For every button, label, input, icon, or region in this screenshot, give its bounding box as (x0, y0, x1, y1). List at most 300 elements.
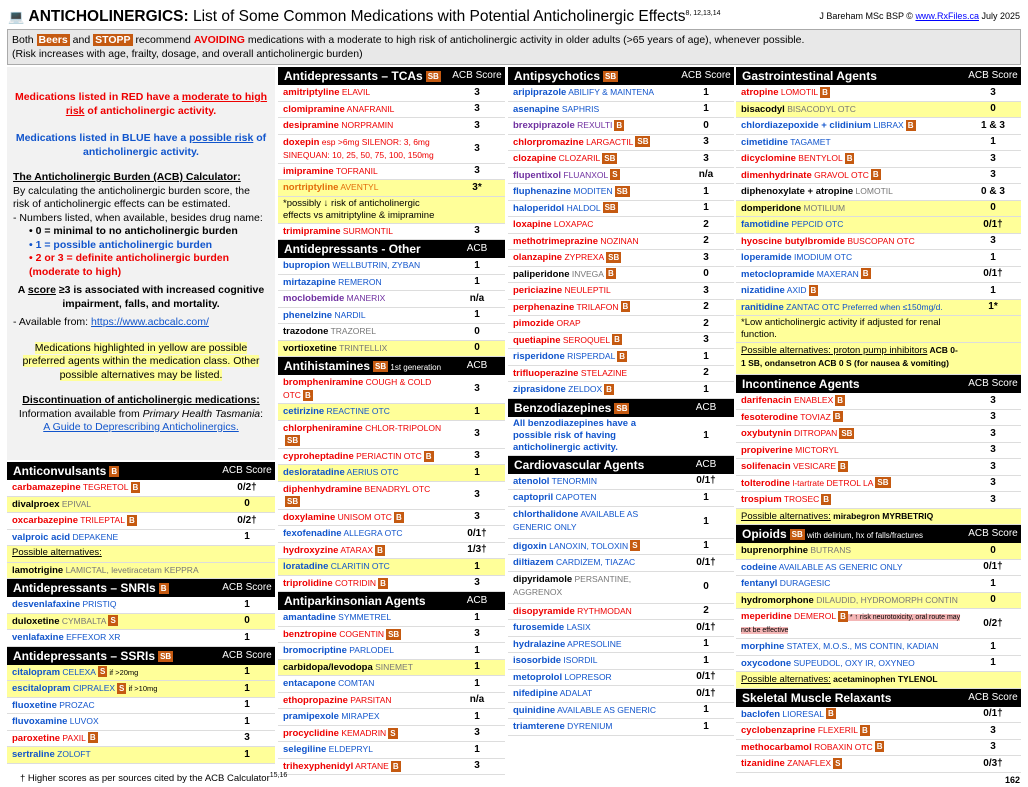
page-header (8, 8, 1020, 30)
flag-badge: S (110, 616, 116, 626)
flag-badge: B (425, 451, 432, 461)
acb-score: 3 (703, 152, 709, 164)
flag-badge: B (616, 120, 623, 130)
drug-row[interactable] (508, 333, 734, 350)
brand-name: REXULTI (574, 120, 613, 130)
brand-name: CELEXA (60, 666, 96, 677)
drug-row[interactable] (736, 593, 1021, 610)
brand-name: SINEMET (372, 661, 413, 672)
brand-name: ALLEGRA OTC (341, 528, 403, 539)
acb-score: n/a (698, 169, 714, 181)
drug-name: triprolidine (283, 577, 333, 589)
drug-row[interactable] (736, 410, 1021, 427)
flag-badge: B (89, 733, 96, 743)
drug-row[interactable] (508, 686, 734, 703)
flag-badge: B (839, 461, 846, 471)
brand-name: COTRIDIN (332, 577, 377, 588)
acb-score: 0/2† (237, 514, 257, 526)
acb-score: 1 (703, 185, 709, 197)
acb-score: 3 (244, 732, 250, 744)
drug-row[interactable] (508, 653, 734, 670)
flag-badge: B (619, 351, 626, 361)
section-header-skel (736, 689, 1021, 707)
acb-score: 3 (474, 428, 480, 439)
drug-row[interactable] (508, 316, 734, 333)
drug-name: nizatidine (741, 285, 785, 296)
flag-badge: B (607, 269, 614, 279)
drug-name: olanzapine (513, 252, 563, 263)
section-title: Skeletal Muscle Relaxants (742, 690, 892, 705)
drug-row[interactable] (7, 530, 275, 547)
brand-name: PARLODEL (346, 645, 394, 656)
drug-row[interactable] (278, 308, 505, 325)
drug-name: sertraline (12, 749, 55, 760)
drug-row[interactable] (278, 375, 505, 404)
drug-name: vortioxetine (283, 342, 337, 354)
drug-row[interactable] (736, 740, 1021, 757)
drug-row[interactable] (508, 151, 734, 168)
drug-row[interactable] (508, 670, 734, 687)
drug-row[interactable] (508, 417, 734, 456)
drug-row[interactable] (508, 719, 734, 736)
flag-badge: B (828, 709, 834, 719)
brand-name: ISORDIL (561, 655, 598, 665)
flag-badge: B (834, 412, 841, 422)
acbcalc-link[interactable]: https://www.acbcalc.com/ (91, 316, 209, 328)
acb-score: 1 (703, 654, 709, 666)
drug-row[interactable] (278, 197, 505, 224)
drug-row[interactable] (508, 474, 734, 491)
drug-row[interactable] (508, 85, 734, 102)
drug-row[interactable] (736, 707, 1021, 724)
flag-badge: B (862, 269, 869, 279)
drug-row[interactable] (278, 576, 505, 593)
drug-name: baclofen (741, 708, 781, 720)
drug-name: buprenorphine (741, 545, 809, 556)
acb-score: 1 (703, 429, 709, 441)
drug-row[interactable] (7, 614, 275, 631)
column-1 (7, 462, 275, 764)
drug-row[interactable] (7, 480, 275, 497)
acb-score: 1 (474, 309, 480, 321)
acb-score: 3 (990, 394, 996, 406)
drug-name: asenapine (513, 103, 560, 115)
drug-name: dimenhydrinate (741, 169, 812, 181)
section-flag: SB (427, 72, 439, 82)
drug-row[interactable] (508, 135, 734, 152)
row-extra: if >20mg (107, 667, 139, 677)
drug-row[interactable] (278, 85, 505, 102)
acb-score: 2 (703, 367, 709, 379)
brand-name: NEULEPTIL (562, 285, 611, 295)
drug-row[interactable] (736, 168, 1021, 185)
drug-row[interactable] (736, 656, 1021, 673)
drug-name: fluvoxamine (12, 716, 68, 727)
drug-row[interactable] (278, 759, 505, 776)
brand-name: COGENTIN (336, 628, 385, 639)
alternatives-label: Possible alternatives: (741, 674, 831, 685)
column-4 (736, 67, 1021, 773)
drug-row[interactable] (278, 341, 505, 358)
acb-score: 1 (990, 251, 996, 263)
drug-row[interactable] (508, 349, 734, 366)
drug-row[interactable] (508, 168, 734, 185)
drug-row[interactable] (736, 201, 1021, 218)
acb-score: 3 (474, 511, 480, 523)
drug-name: diltiazem (513, 557, 554, 568)
drug-row[interactable] (278, 660, 505, 677)
drug-row[interactable] (7, 630, 275, 647)
drug-name: ranitidine (741, 301, 784, 313)
acb-score: 0/1† (696, 671, 716, 683)
drug-row[interactable] (508, 490, 734, 507)
section-snri (7, 579, 275, 647)
acb-score: 1 (244, 666, 250, 678)
drug-row[interactable] (508, 382, 734, 399)
brand-name: FLEXERIL (815, 725, 858, 735)
drug-row[interactable] (508, 217, 734, 234)
brand-name: BUTRANS (808, 545, 852, 555)
drug-name: loratadine (283, 561, 329, 573)
title-bold: ANTICHOLINERGICS: (28, 8, 189, 25)
acb-score: 0 (990, 544, 996, 556)
drug-row[interactable] (508, 250, 734, 267)
brand-name: REMERON (335, 276, 382, 287)
drug-name: loxapine (513, 219, 552, 230)
acb-score: 0 (703, 119, 709, 131)
section-antihist (278, 357, 505, 592)
page-number: 162 (1004, 775, 1020, 785)
drug-row[interactable] (736, 426, 1021, 443)
acb-score: 1 (703, 540, 709, 552)
drug-row[interactable] (736, 217, 1021, 234)
acb-score: 0/1† (983, 218, 1003, 230)
drug-name: triamterene (513, 721, 565, 732)
drug-row[interactable] (736, 609, 1021, 639)
drug-row[interactable] (736, 102, 1021, 119)
alternatives-label: Possible alternatives: proton pump inhibitors (741, 345, 928, 356)
drug-row[interactable] (736, 560, 1021, 577)
brand-name: ZELDOX (565, 384, 603, 394)
drug-row[interactable] (278, 526, 505, 543)
brand-name: ARTANE (353, 760, 389, 771)
row-extra: * ↑ risk neurotoxicity, oral route may not be effective (741, 614, 961, 634)
drug-name: clomipramine (283, 103, 345, 115)
drug-row[interactable] (736, 639, 1021, 656)
drug-name: carbidopa/levodopa (283, 661, 373, 673)
section-gi (736, 67, 1021, 375)
drug-row[interactable] (278, 610, 505, 627)
flag-badge: B (132, 482, 139, 492)
drug-row[interactable] (7, 681, 275, 698)
drug-row[interactable] (278, 275, 505, 292)
drug-row[interactable] (736, 118, 1021, 135)
drug-row[interactable] (278, 449, 505, 466)
flag-badge: B (810, 285, 817, 295)
row-extra: if >10mg (126, 684, 158, 693)
brand-name: mirabegron MYRBETRIQ (830, 510, 934, 521)
drug-row[interactable] (508, 555, 734, 572)
drug-name: ethopropazine (283, 694, 348, 706)
drug-row[interactable] (736, 393, 1021, 410)
red-note: Medications listed in RED have a moderate to high risk of anticholinergic activity. (14, 91, 268, 117)
acb-score: 0/1† (696, 621, 716, 633)
section-flag: B (160, 584, 167, 594)
flag-badge: B (392, 761, 399, 771)
drug-row[interactable] (508, 572, 734, 604)
acb-score: 1 (474, 677, 480, 689)
drug-name: All benzodiazepines have a possible risk of having anticholinergic activity. (513, 417, 637, 453)
brand-name: TRILEPTAL (78, 515, 125, 525)
acb-score: 3 (990, 477, 996, 489)
drug-row[interactable] (278, 693, 505, 710)
drug-row[interactable] (736, 316, 1021, 343)
drug-row[interactable] (7, 497, 275, 514)
drug-row[interactable] (278, 118, 505, 135)
drug-row[interactable] (7, 546, 275, 563)
drug-name: dicyclomine (741, 153, 796, 164)
drug-row[interactable] (278, 709, 505, 726)
section-flag: B (111, 467, 118, 477)
date: July 2025 (981, 11, 1020, 21)
drug-row[interactable] (508, 604, 734, 621)
acb-score: 3 (990, 493, 996, 505)
drug-row[interactable] (736, 576, 1021, 593)
drug-row[interactable] (7, 731, 275, 748)
site-link[interactable]: www.RxFiles.ca (915, 11, 979, 21)
drug-row[interactable] (278, 180, 505, 197)
flag-badge: S (632, 541, 638, 551)
drug-row[interactable] (736, 756, 1021, 773)
drug-name: furosemide (513, 622, 565, 633)
drug-name: selegiline (283, 744, 327, 756)
drug-name: tizanidine (741, 758, 785, 769)
drug-row[interactable] (7, 513, 275, 530)
alternatives-label: Possible alternatives: (741, 510, 831, 522)
brand-name: DILAUDID, HYDROMORPH CONTIN (813, 594, 958, 605)
brand-name: LOMOTIL (853, 186, 893, 196)
section-flag: SB (605, 72, 617, 82)
drug-row[interactable] (278, 482, 505, 510)
drug-name: fluoxetine (12, 699, 57, 711)
section-title: Antihistamines (284, 359, 371, 373)
flag-badge: SB (287, 435, 299, 445)
row-note: *possibly ↓ risk of anticholinergic effects vs amitriptyline & imipramine (283, 197, 435, 221)
drug-name: isosorbide (513, 655, 562, 666)
drug-row[interactable] (7, 747, 275, 764)
drug-name: oxcarbazepine (12, 515, 78, 526)
acb-column-label: ACB (695, 458, 717, 470)
brand-name: AVAILABLE AS GENERIC (555, 704, 657, 715)
drug-row[interactable] (278, 726, 505, 743)
drug-row[interactable] (7, 665, 275, 682)
acb-score: 2 (703, 301, 709, 313)
drug-row[interactable] (278, 102, 505, 119)
drug-row[interactable] (736, 476, 1021, 493)
drug-row[interactable] (278, 465, 505, 482)
section-header-opioid (736, 525, 1021, 543)
column-2 (278, 67, 505, 775)
drug-name: procyclidine (283, 727, 339, 739)
acb-score: 3 (474, 119, 480, 131)
acb-score: 0 (474, 325, 480, 337)
acb-score: 1 & 3 (981, 119, 1005, 131)
drug-row[interactable] (736, 184, 1021, 201)
brand-name: BUSCOPAN OTC (845, 235, 915, 246)
drug-row[interactable] (736, 267, 1021, 284)
drug-row[interactable] (278, 224, 505, 241)
brand-name: ACB 0-1 SB, ondansetron ACB 0 S (for nausea & vomiting) (741, 345, 958, 368)
acb-score: 1 (474, 743, 480, 755)
acb-score: 1 (474, 611, 480, 623)
drug-row[interactable] (508, 234, 734, 251)
drug-row[interactable] (736, 509, 1021, 526)
drug-name: famotidine (741, 219, 790, 230)
drug-row[interactable] (736, 459, 1021, 476)
section-opioid (736, 525, 1021, 689)
drug-name: pimozide (513, 318, 555, 329)
acb-score: 1 (244, 715, 250, 727)
flag-badge: B (380, 578, 386, 588)
drug-row[interactable] (736, 343, 1021, 375)
drug-row[interactable] (278, 421, 505, 449)
brand-name: RYTHMODAN (574, 605, 632, 616)
drug-row[interactable] (508, 118, 734, 135)
section-title: Benzodiazepines (514, 400, 612, 415)
brand-name: EPIVAL (59, 498, 92, 509)
drug-row[interactable] (278, 324, 505, 341)
drug-row[interactable] (736, 250, 1021, 267)
drug-name: bupropion (283, 260, 330, 271)
drug-name: trazodone (283, 326, 329, 337)
brand-name: BISACODYL OTC (784, 103, 856, 114)
drug-row[interactable] (736, 492, 1021, 509)
acb-score: 0 (703, 268, 709, 280)
acb-score: 3 (474, 142, 480, 154)
drug-row[interactable] (508, 507, 734, 539)
acb-score: 2 (703, 235, 709, 247)
drug-row[interactable] (278, 643, 505, 660)
section-cardio (508, 456, 734, 736)
flag-badge: SB (637, 137, 649, 147)
brand-name: ZANTAC OTC Preferred when ≤150mg/d. (783, 301, 943, 312)
acb-score: 3* (472, 181, 482, 193)
drug-row[interactable] (736, 135, 1021, 152)
drug-row[interactable] (508, 703, 734, 720)
brand-name: TOFRANIL (333, 165, 378, 176)
drug-row[interactable] (736, 443, 1021, 460)
drug-row[interactable] (736, 283, 1021, 300)
brand-name: SEROQUEL (560, 334, 611, 345)
drug-row[interactable] (508, 620, 734, 637)
drug-name: dipyridamole (513, 573, 573, 585)
brand-name: WELLBUTRIN, ZYBAN (329, 260, 421, 270)
brand-name: CHLOR-TRIPOLON (362, 422, 442, 433)
drug-name: chlordiazepoxide + clidinium (741, 120, 872, 131)
acb-score: 3 (990, 427, 996, 439)
drug-row[interactable] (278, 291, 505, 308)
drug-row[interactable] (278, 627, 505, 644)
drug-row[interactable] (508, 201, 734, 218)
drug-row[interactable] (278, 742, 505, 759)
flag-badge: B (837, 395, 844, 405)
acb-score: 0 (990, 202, 996, 214)
acb-score: 0 (703, 581, 709, 592)
acb-column-label: ACB Score (968, 528, 1018, 539)
drug-row[interactable] (736, 85, 1021, 102)
drug-row[interactable] (736, 234, 1021, 251)
drug-row[interactable] (278, 135, 505, 164)
drug-row[interactable] (736, 672, 1021, 689)
drug-name: morphine (741, 641, 785, 652)
drug-name: duloxetine (12, 615, 60, 627)
acb-score: 1 (474, 644, 480, 656)
drug-row[interactable] (736, 300, 1021, 317)
drug-row[interactable] (278, 676, 505, 693)
drug-row[interactable] (278, 258, 505, 275)
acb-score: 0/3† (983, 757, 1003, 769)
drug-row[interactable] (508, 637, 734, 654)
brand-name: STATEX, M.O.S., MS CONTIN, KADIAN (784, 641, 939, 651)
drug-row[interactable] (736, 151, 1021, 168)
drug-name: periciazine (513, 285, 563, 296)
drug-name: hydromorphone (741, 594, 814, 606)
drug-row[interactable] (278, 404, 505, 421)
drug-name: metoprolol (513, 671, 563, 683)
section-incont (736, 375, 1021, 525)
drug-row[interactable] (278, 543, 505, 560)
brand-name: CIPRALEX (70, 683, 116, 693)
drug-name: divalproex (12, 498, 60, 510)
drug-row[interactable] (7, 597, 275, 614)
flag-badge: S (835, 758, 841, 768)
drug-row[interactable] (736, 543, 1021, 560)
acb-score: 3 (990, 86, 996, 98)
drug-name: venlafaxine (12, 632, 64, 643)
section-title: Antidepressants - Other (284, 242, 421, 256)
drug-row[interactable] (508, 184, 734, 201)
drug-row[interactable] (7, 698, 275, 715)
brand-name: CLARITIN OTC (328, 561, 390, 572)
acb-score: 3 (990, 460, 996, 472)
acb-score: 1 (244, 682, 250, 694)
acb-column-label: ACB (695, 401, 717, 413)
drug-row[interactable] (278, 510, 505, 527)
drug-row[interactable] (278, 559, 505, 576)
drug-row[interactable] (736, 723, 1021, 740)
brand-name: DEMEROL (791, 611, 837, 621)
acb-score: 1 (244, 631, 250, 643)
drug-row[interactable] (508, 283, 734, 300)
drug-row[interactable] (508, 366, 734, 383)
drug-row[interactable] (7, 714, 275, 731)
drug-row[interactable] (508, 102, 734, 119)
acb-score: 1 (703, 704, 709, 716)
brand-name: AVAILABLE AS GENERIC ONLY (776, 561, 903, 572)
drug-row[interactable] (508, 539, 734, 556)
drug-row[interactable] (508, 267, 734, 284)
drug-row[interactable] (508, 300, 734, 317)
deprescribing-link[interactable]: A Guide to Deprescribing Anticholinergics. (43, 421, 239, 433)
drug-row[interactable] (7, 563, 275, 580)
acb-score: 3 (474, 225, 480, 237)
brand-name: DURAGESIC (777, 578, 831, 588)
acb-score: 1 (474, 466, 480, 478)
acb-score: 3 (990, 741, 996, 753)
drug-row[interactable] (278, 164, 505, 181)
brand-name: CAPOTEN (553, 492, 597, 502)
acb-score: 1 (990, 136, 996, 148)
